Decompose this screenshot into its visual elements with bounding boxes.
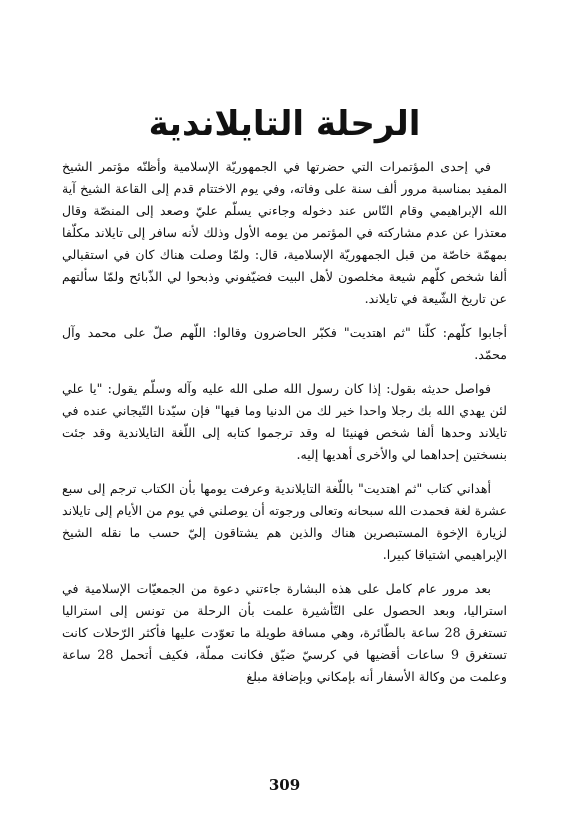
paragraph: في إحدى المؤتمرات التي حضرتها في الجمهوريّة الإسلامية وأظنّه مؤتمر الشيخ المفيد بمناسبة مرور ألف سنة على وفاته، وفي يوم الاختتام قدم إلى القاعة الشيخ آية الله الإبراهيمي وقام النّاس عند دخوله وجاءني يسلّم عليّ وصعد إلى المنصّة وقال معتذرا عن عدم مشاركته في المؤتمر من يومه الأول وذلك لأنه سافر إلى تايلاند مكلّفا بمهمّة خاصّة من قبل الجمهوريّة الإسلامية، قال: ولمّا وصلت هناك كان في استقبالي ألفا شخص كلّهم شيعة مخلصون لأهل البيت فضيّفوني وذبحوا لي الذّبائح ولمّا سألتهم عن تاريخ الشّيعة في تايلاند. [62, 159, 507, 306]
paragraph: أجابوا كلّهم: كلّنا "ثم اهتديت" فكبّر الحاضرون وقالوا: اللّهم صلّ على محمد وآل محمّد. [62, 325, 507, 362]
body-text [62, 156, 507, 700]
document-page [62, 0, 507, 836]
page-number: 309 [268, 776, 301, 794]
paragraph: أهداني كتاب "ثم اهتديت" باللّغة التايلاندية وعرفت يومها بأن الكتاب ترجم إلى سبع عشرة لغة فحمدت الله سبحانه وتعالى ورجوته أن يوصلني في يوم من الأيام إلى تايلاند لزيارة الإخوة المستبصرين هناك والذين هم يشتاقون إليّ حسب ما نقله الشيخ الإبراهيمي اشتياقا كبيرا. [62, 481, 507, 562]
paragraph: فواصل حديثه بقول: إذا كان رسول الله صلى الله عليه وآله وسلّم يقول: "يا علي لئن يهدي الله بك رجلا واحدا خير لك من الدنيا وما فيها" فإن سيّدنا التّيجاني عنده في تايلاند وحدها ألفا شخص فهنيئا له وقد ترجموا كتابه إلى اللّغة التايلاندية وقد جئت بنسختين إحداهما لي والأخرى أهديها إليه. [62, 381, 507, 462]
chapter-title: الرحلة التايلاندية [148, 104, 421, 144]
paragraph: بعد مرور عام كامل على هذه البشارة جاءتني دعوة من الجمعيّات الإسلامية في استراليا، وبعد الحصول على التّأشيرة علمت بأن الرحلة من تونس إلى استراليا تستغرق 28 ساعة بالطّائرة، وهي مسافة طويلة ما تعوّدت عليها فأكثر الرّحلات كانت تستغرق 9 ساعات أقضيها في كرسيّ ضيّق فكانت مملّة، فكيف أتحمل 28 ساعة وعلمت من وكالة الأسفار أنه بإمكاني وبإضافة مبلغ [62, 581, 507, 684]
